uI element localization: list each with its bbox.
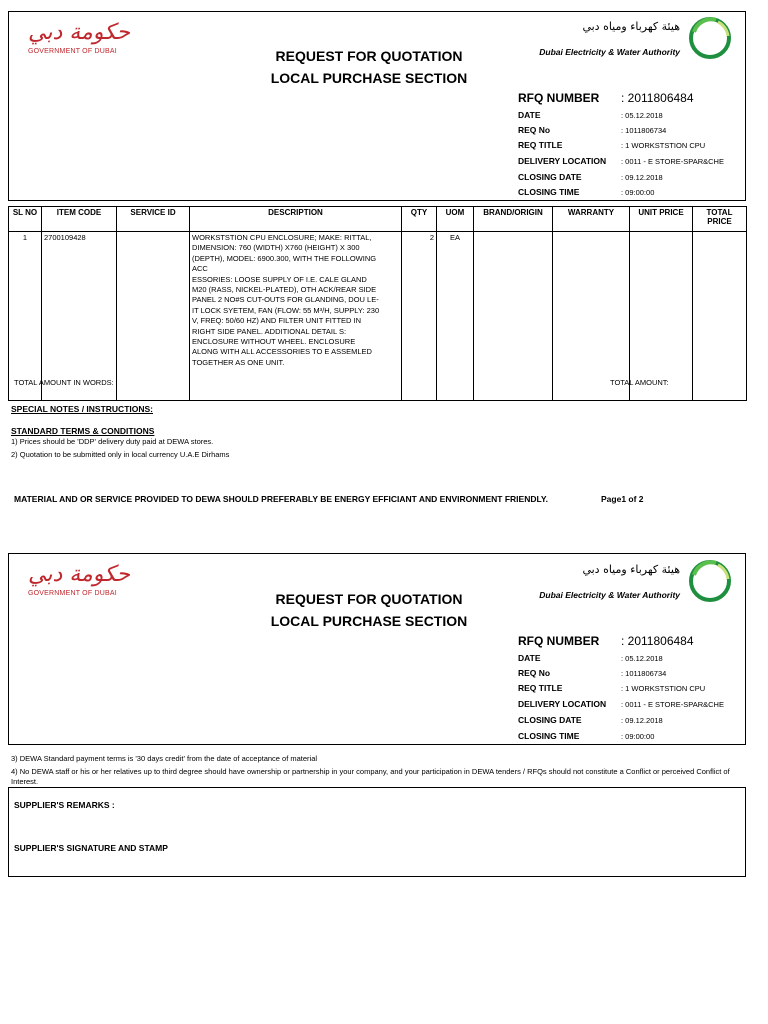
page2-req-title-value: : 1 WORKSTSTION CPU [621,684,706,693]
cell-qty: 2 [402,232,437,401]
col-header-sl-no: SL NO [9,207,42,232]
page2-closing-date-value: : 09.12.2018 [621,716,663,725]
page2-closing-time-value: : 09:00:00 [621,732,655,741]
government-logo-english-page2: GOVERNMENT OF DUBAI [28,590,117,597]
total-amount-in-words-label: TOTAL AMOUNT IN WORDS: [14,378,114,387]
delivery-location-label: DELIVERY LOCATION [518,156,607,166]
page2-rfq-number-label: RFQ NUMBER [518,634,600,648]
cell-sl-no: 1 [9,232,42,401]
supplier-remarks-label: SUPPLIER'S REMARKS : [14,800,115,810]
closing-time-value: : 09:00:00 [621,188,655,197]
dewa-ring-icon-page2 [686,557,734,605]
dewa-logo [540,16,740,64]
cell-brand-origin [474,232,553,401]
col-header-item-code: ITEM CODE [42,207,117,232]
col-header-service-id: SERVICE ID [117,207,190,232]
delivery-location-value: : 0011 - E STORE-SPAR&CHE [621,157,724,166]
page2-title: REQUEST FOR QUOTATION [275,591,463,607]
cell-item-code: 2700109428 [42,232,117,401]
page2-req-no-value: : 1011806734 [621,669,667,678]
cell-unit-price [630,232,693,401]
term-2: 2) Quotation to be submitted only in local currency U.A.E Dirhams [11,450,230,459]
page-subtitle: LOCAL PURCHASE SECTION [270,70,468,86]
closing-date-label: CLOSING DATE [518,172,582,182]
terms-heading: STANDARD TERMS & CONDITIONS [11,426,155,436]
page2-date-value: : 05.12.2018 [621,654,663,663]
page2-rfq-number-value: : 2011806484 [621,634,694,648]
page-title: REQUEST FOR QUOTATION [275,48,463,64]
closing-date-value: : 09.12.2018 [621,173,663,182]
term-3: 3) DEWA Standard payment terms is '30 days credit' from the date of acceptance of material [11,754,318,763]
dewa-logo-arabic-page2: هيئة كهرباء ومياه دبي [582,563,680,576]
dewa-ring-icon [686,14,734,62]
page-number: Page1 of 2 [601,494,644,504]
page2-delivery-location-label: DELIVERY LOCATION [518,699,607,709]
req-no-value: : 1011806734 [621,126,667,135]
page2-subtitle: LOCAL PURCHASE SECTION [270,613,468,629]
supplier-signature-label: SUPPLIER'S SIGNATURE AND STAMP [14,843,168,853]
term-1: 1) Prices should be 'DDP' delivery duty paid at DEWA stores. [11,437,214,446]
supplier-box [8,787,746,877]
date-label: DATE [518,110,541,120]
col-header-brand-origin: BRAND/ORIGIN [474,207,553,232]
table-row [9,232,747,401]
government-logo-english: GOVERNMENT OF DUBAI [28,48,117,55]
rfq-number-label: RFQ NUMBER [518,91,600,105]
government-logo-page2 [28,564,130,597]
page2-req-no-label: REQ No [518,668,551,678]
cell-service-id [117,232,190,401]
government-logo-arabic-page2: حكومة دبي [28,562,130,587]
rfq-number-value: : 2011806484 [621,91,694,105]
cell-total-price [693,232,747,401]
col-header-unit-price: UNIT PRICE [630,207,693,232]
dewa-logo-english: Dubai Electricity & Water Authority [539,47,680,57]
table-header-row [9,207,747,232]
page2-req-title-label: REQ TITLE [518,683,563,693]
col-header-uom: UOM [437,207,474,232]
col-header-warranty: WARRANTY [553,207,630,232]
dewa-logo-english-page2: Dubai Electricity & Water Authority [539,590,680,600]
page2-delivery-location-value: : 0011 - E STORE-SPAR&CHE [621,700,724,709]
req-no-label: REQ No [518,125,551,135]
cell-uom: EA [437,232,474,401]
energy-efficiency-note: MATERIAL AND OR SERVICE PROVIDED TO DEWA SHOULD PREFERABLY BE ENERGY EFFICIANT AND ENVIRONMENT FRIENDLY. [14,494,548,504]
items-table [8,206,747,401]
col-header-total-price: TOTAL PRICE [693,207,747,232]
term-4: 4) No DEWA staff or his or her relatives up to third degree should have ownership or partnership in your company, and your participation in DEWA tenders / RFQs should not constitute a Conflict or perceived Conflict of Interest. [11,767,730,786]
dewa-logo-arabic: هيئة كهرباء ومياه دبي [582,20,680,33]
government-logo-arabic: حكومة دبي [28,20,130,45]
total-amount-label: TOTAL AMOUNT: [610,378,669,387]
cell-warranty [553,232,630,401]
cell-description: WORKSTSTION CPU ENCLOSURE; MAKE: RITTAL, DIMENSION: 760 (WIDTH) X760 (HEIGHT) X 300 (DEPTH), MODEL: 6900.300, WITH THE FOLLOWING ACC ESSORIES: LOOSE SUPPLY OF I.E. CALE GLAND M20 (RASS, NICKEL-PLATED), OTH ACK/REAR SIDE PANEL 2 NO#S CUT-OUTS FOR GLANDING, DOU LE- IT LOCK SYETEM, FAN (FLOW: 55 M³/H, SUPPLY: 230 V, FREQ: 50/60 HZ) AND FILTER UNIT FITTED IN RIGHT SIDE PANEL. ADDITIONAL DETAIL S: ENCLOSURE WITHOUT WHEEL. ENCLOSURE ALONG WITH ALL ACCESSORIES TO E ASSEMLED TOGETHER AS ONE UNIT. [190,232,402,401]
page2-closing-time-label: CLOSING TIME [518,731,580,741]
req-title-label: REQ TITLE [518,140,563,150]
page2-date-label: DATE [518,653,541,663]
page2-closing-date-label: CLOSING DATE [518,715,582,725]
req-title-value: : 1 WORKSTSTION CPU [621,141,706,150]
government-logo [28,22,130,55]
date-value: : 05.12.2018 [621,111,663,120]
closing-time-label: CLOSING TIME [518,187,580,197]
col-header-description: DESCRIPTION [190,207,402,232]
special-notes-heading: SPECIAL NOTES / INSTRUCTIONS: [11,404,153,414]
col-header-qty: QTY [402,207,437,232]
dewa-logo-page2 [540,559,740,607]
